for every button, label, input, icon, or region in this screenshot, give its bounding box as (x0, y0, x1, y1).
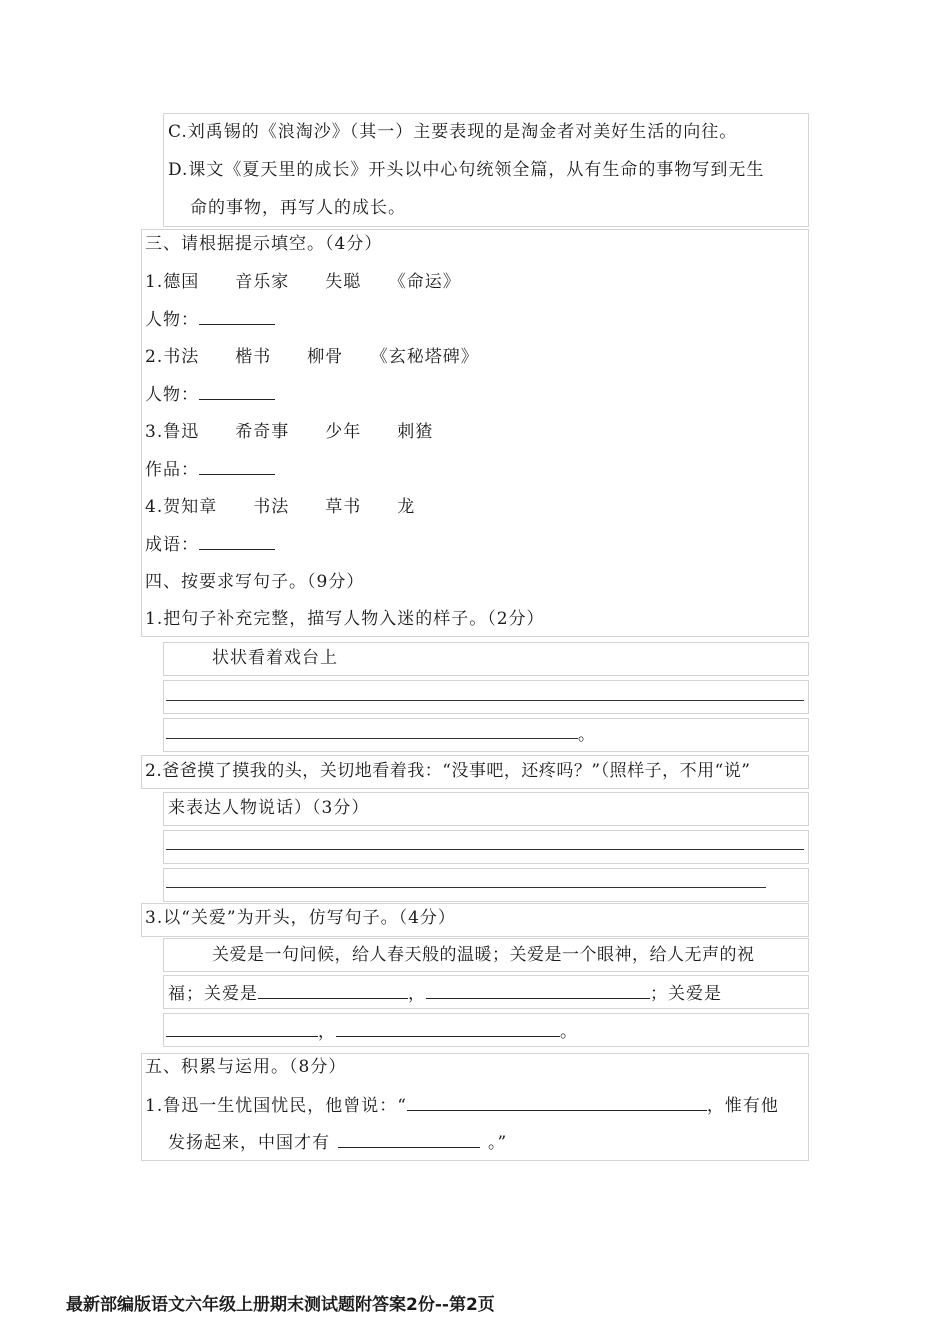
option-d-line2: 命的事物，再写人的成长。 (190, 198, 406, 218)
section4-title: 四、按要求写句子。（9分） (145, 572, 365, 592)
s5-q1-line2 (168, 1131, 507, 1154)
s3-item4-answer (145, 533, 275, 556)
s3-item4-hint: 4.贺知章 书法 草书 龙 (145, 497, 416, 517)
s4-q3-line2 (168, 982, 722, 1005)
s4-q3-blank2[interactable] (426, 982, 650, 999)
s4-q3-end: 。 (560, 1022, 578, 1042)
q2-line1-box (163, 830, 809, 864)
option-c: C.刘禹锡的《浪淘沙》（其一）主要表现的是淘金者对美好生活的向往。 (168, 122, 738, 142)
s3-item1-blank[interactable] (199, 308, 275, 325)
s4-q3-mid: ；关爱是 (650, 984, 722, 1004)
s3-item4-blank[interactable] (199, 533, 275, 550)
s3-item4-label: 成语： (145, 535, 199, 555)
s5-q1-end: 。” (488, 1133, 508, 1153)
s4-q3-prompt: 3.以“关爱”为开头，仿写句子。（4分） (145, 908, 456, 928)
s3-item1-hint: 1.德国 音乐家 失聪 《命运》 (145, 272, 461, 292)
s3-item3-label: 作品： (145, 460, 199, 480)
s4-q1-prompt: 1.把句子补充完整，描写人物入迷的样子。（2分） (145, 609, 545, 629)
s4-q2-prompt1: 2.爸爸摸了摸我的头，关切地看着我：“没事吧，还疼吗？”（照样子，不用“说” (145, 761, 751, 781)
s4-q3-comma1: ， (408, 984, 426, 1004)
section5-title: 五、积累与运用。（8分） (145, 1057, 347, 1077)
s5-q1-blank1[interactable] (407, 1094, 707, 1111)
q2-line2-box (163, 868, 809, 902)
s3-item3-hint: 3.鲁迅 希奇事 少年 刺猹 (145, 422, 434, 442)
s4-q1-answer-line1[interactable] (166, 700, 804, 701)
s4-q3-comma2: ， (318, 1022, 336, 1042)
option-d-line1: D.课文《夏天里的成长》开头以中心句统领全篇，从有生命的事物写到无生 (168, 160, 765, 180)
s4-q1-end: 。 (578, 725, 596, 745)
s4-q3-lead: 福；关爱是 (168, 984, 258, 1004)
s3-item3-answer (145, 458, 275, 481)
s4-q3-blank1[interactable] (258, 982, 408, 999)
s3-item2-answer (145, 383, 275, 406)
s3-item2-hint: 2.书法 楷书 柳骨 《玄秘塔碑》 (145, 347, 479, 367)
s4-q1-start: 状状看着戏台上 (212, 648, 338, 668)
s4-q2-prompt2: 来表达人物说话）（3分） (168, 798, 370, 818)
q1-line1-box (163, 680, 809, 714)
s3-item1-answer (145, 308, 275, 331)
s4-q2-answer-line2[interactable] (166, 887, 766, 888)
page-footer: 最新部编版语文六年级上册期末测试题附答案2份--第2页 (66, 1295, 495, 1315)
s4-q2-answer-line1[interactable] (166, 849, 804, 850)
s3-item1-label: 人物： (145, 310, 199, 330)
s4-q3-line3 (166, 1020, 578, 1043)
s5-q1-tail: 发扬起来，中国才有 (168, 1133, 330, 1153)
s4-q3-blank3[interactable] (166, 1020, 318, 1037)
s3-item3-blank[interactable] (199, 458, 275, 475)
s5-q1-mid: ，惟有他 (706, 1096, 779, 1116)
s4-q3-example: 关爱是一句问候，给人春天般的温暖；关爱是一个眼神，给人无声的祝 (212, 945, 755, 965)
s3-item2-label: 人物： (145, 385, 199, 405)
s5-q1-line1 (145, 1094, 779, 1117)
s5-q1-lead: 1.鲁迅一生忧国忧民，他曾说：“ (145, 1096, 407, 1116)
q1-line2-box (163, 718, 809, 752)
s4-q3-blank4[interactable] (336, 1020, 560, 1037)
s5-q1-blank2[interactable] (338, 1131, 480, 1148)
s4-q1-answer-line2[interactable] (166, 738, 578, 739)
section3-title: 三、请根据提示填空。（4分） (145, 234, 383, 254)
s3-item2-blank[interactable] (199, 383, 275, 400)
